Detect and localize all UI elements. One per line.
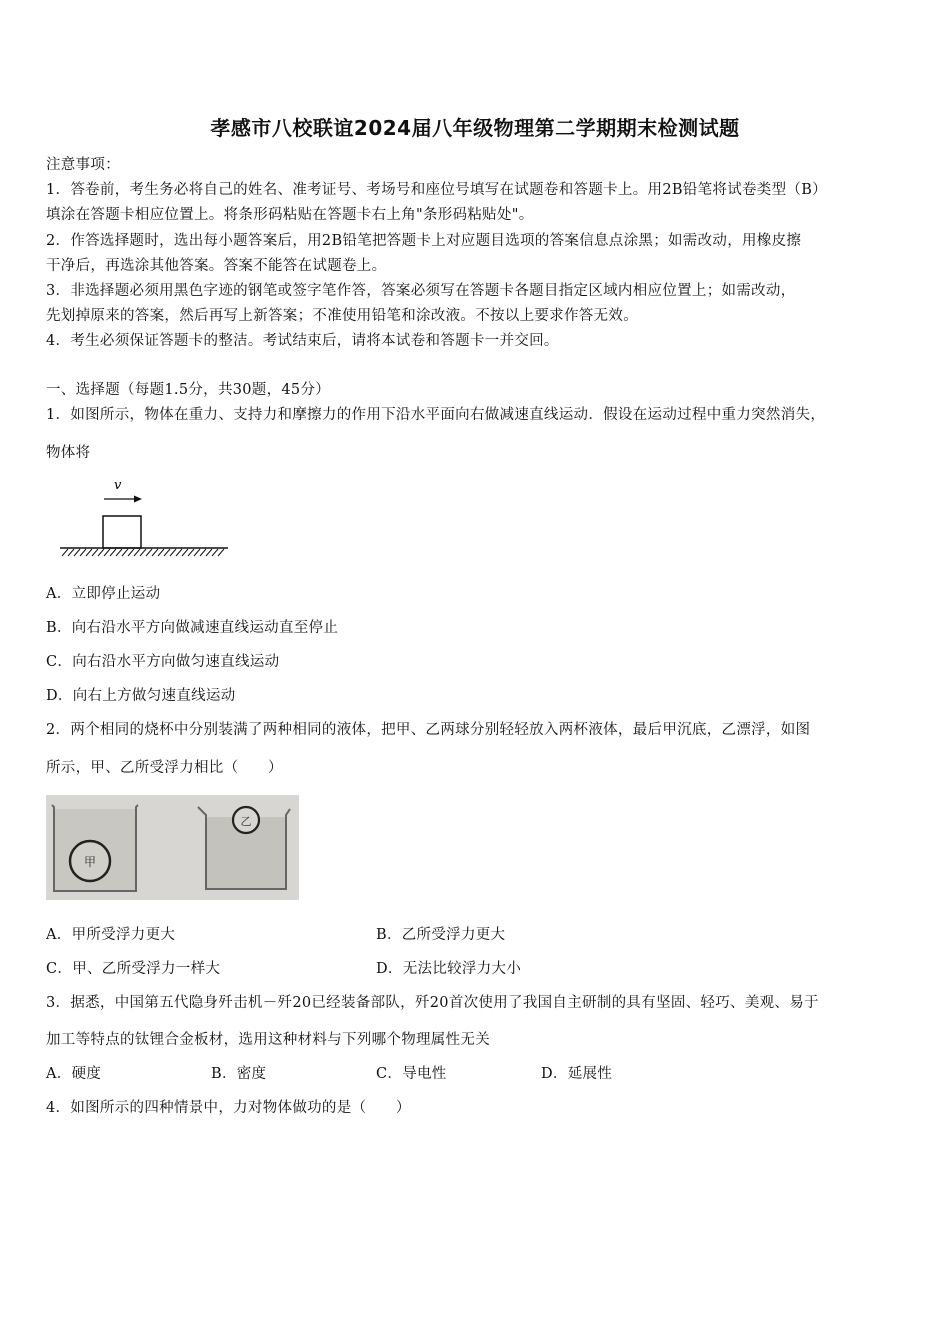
section-heading: 一、选择题（每题1.5分，共30题，45分） bbox=[46, 382, 331, 398]
option-b: B．密度 bbox=[211, 1066, 267, 1082]
question-1-stem: 物体将 bbox=[46, 445, 91, 461]
velocity-label: v bbox=[114, 478, 122, 493]
option-b: B．乙所受浮力更大 bbox=[376, 927, 506, 943]
question-1-stem: 1．如图所示，物体在重力、支持力和摩擦力的作用下沿水平面向右做减速直线运动．假设在运动过程中重力突然消失， bbox=[46, 407, 826, 423]
notice-line: 3．非选择题必须用黑色字迹的钢笔或签字笔作答，答案必须写在答题卡各题目指定区域内相应位置上；如需改动， bbox=[46, 283, 796, 299]
option-b: B．向右沿水平方向做减速直线运动直至停止 bbox=[46, 620, 339, 636]
notice-line: 填涂在答题卡相应位置上。将条形码粘贴在答题卡右上角"条形码粘贴处"。 bbox=[46, 207, 534, 223]
beakers-figure bbox=[46, 795, 299, 900]
option-c: C．甲、乙所受浮力一样大 bbox=[46, 961, 221, 977]
option-d: D．向右上方做匀速直线运动 bbox=[46, 688, 236, 704]
block-on-surface-figure bbox=[56, 472, 236, 562]
question-3-stem: 3．据悉，中国第五代隐身歼击机－歼20已经装备部队，歼20首次使用了我国自主研制的具有坚固、轻巧、美观、易于 bbox=[46, 995, 819, 1011]
option-a: A．硬度 bbox=[46, 1066, 102, 1082]
ball-yi-label: 乙 bbox=[240, 815, 252, 828]
page-title: 孝感市八校联谊2024届八年级物理第二学期期末检测试题 bbox=[210, 116, 740, 140]
notice-line: 先划掉原来的答案，然后再写上新答案；不准使用铅笔和涂改液。不按以上要求作答无效。 bbox=[46, 308, 638, 324]
notice-line: 1．答卷前，考生务必将自己的姓名、准考证号、考场号和座位号填写在试题卷和答题卡上。用2B铅笔将试卷类型（B） bbox=[46, 182, 827, 198]
option-c: C．导电性 bbox=[376, 1066, 447, 1082]
option-d: D．无法比较浮力大小 bbox=[376, 961, 522, 977]
question-3-stem: 加工等特点的钛锂合金板材，选用这种材料与下列哪个物理属性无关 bbox=[46, 1032, 490, 1048]
notice-line: 干净后，再选涂其他答案。答案不能答在试题卷上。 bbox=[46, 258, 387, 274]
block bbox=[103, 516, 141, 548]
notice-line: 4．考生必须保证答题卡的整洁。考试结束后，请将本试卷和答题卡一并交回。 bbox=[46, 333, 559, 349]
option-c: C．向右沿水平方向做匀速直线运动 bbox=[46, 654, 280, 670]
ball-jia-label: 甲 bbox=[83, 855, 97, 869]
option-a: A．甲所受浮力更大 bbox=[46, 927, 176, 943]
question-2-stem: 所示，甲、乙所受浮力相比（ ） bbox=[46, 760, 283, 776]
question-4-stem: 4．如图所示的四种情景中，力对物体做功的是（ ） bbox=[46, 1100, 411, 1116]
notice-heading: 注意事项： bbox=[46, 157, 120, 173]
option-a: A．立即停止运动 bbox=[46, 586, 161, 602]
option-d: D．延展性 bbox=[541, 1066, 613, 1082]
notice-line: 2．作答选择题时，选出每小题答案后，用2B铅笔把答题卡上对应题目选项的答案信息点涂黑；如需改动，用橡皮擦 bbox=[46, 233, 802, 249]
question-2-stem: 2．两个相同的烧杯中分别装满了两种相同的液体，把甲、乙两球分别轻轻放入两杯液体，最后甲沉底，乙漂浮，如图 bbox=[46, 722, 811, 738]
